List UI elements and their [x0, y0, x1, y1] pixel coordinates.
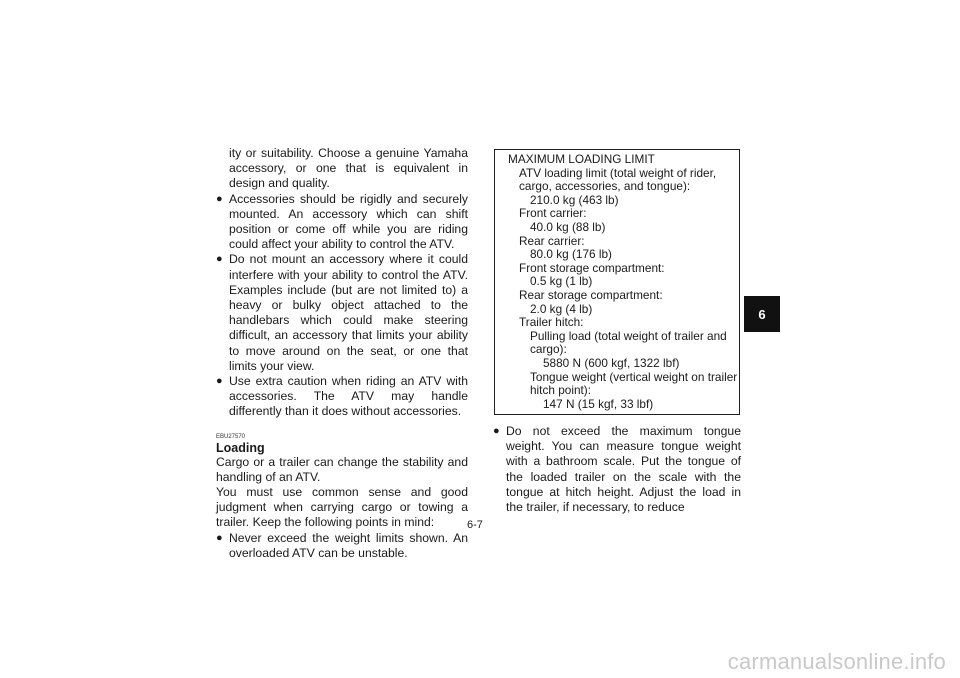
right-column [493, 424, 741, 515]
bullet-item [216, 192, 468, 253]
rear-carrier-label: Rear carrier: [519, 233, 585, 248]
limit-box-title: MAXIMUM LOADING LIMIT [508, 152, 655, 166]
section-heading: Loading [216, 440, 265, 455]
front-storage-label: Front storage compartment: [519, 260, 665, 275]
front-carrier-label: Front carrier: [519, 206, 587, 221]
pulling-load-value: 5880 N (600 kgf, 1322 lbf) [543, 355, 680, 370]
tongue-weight-value: 147 N (15 kgf, 33 lbf) [543, 396, 654, 411]
left-column [216, 146, 468, 561]
bullet-icon: ● [216, 253, 223, 266]
front-carrier-value: 40.0 kg (88 lb) [530, 219, 606, 234]
bullet-item [216, 374, 468, 420]
bullet-item [216, 531, 468, 561]
chapter-tab: 6 [744, 296, 780, 332]
bullet-icon: ● [216, 375, 223, 388]
bullet-text: Do not exceed the maximum tongue weight. You can measure tongue weight with a bathroom scale. Put the tongue of the loaded trailer on the scale with the tongue at hitch height. Adjust the load in the trailer, if necessary, to reduce [506, 424, 741, 515]
trailer-hitch-label: Trailer hitch: [519, 315, 584, 330]
page-number: 6-7 [467, 519, 483, 531]
loading-paragraph-2: You must use common sense and good judgment when carrying cargo or towing a trailer. Keep the following points in mind: [216, 485, 468, 530]
bullet-text: Accessories should be rigidly and securely mounted. An accessory which can shift position or come off while you are riding could affect your ability to control the ATV. [229, 191, 468, 252]
rear-carrier-value: 80.0 kg (176 lb) [530, 247, 612, 262]
bullet-text: Use extra caution when riding an ATV with accessories. The ATV may handle differently than it does without accessories. [229, 374, 468, 419]
bullet-icon: ● [216, 531, 223, 544]
rear-storage-label: Rear storage compartment: [519, 287, 663, 302]
bullet-text: Do not mount an accessory where it could interfere with your ability to control the ATV. Examples include (but are not limited to) a heavy or bulky object attached to the handlebars which could make steering difficult, an accessory that limits your ability to move around on the seat, or one that limits your view. [229, 252, 468, 373]
atv-limit-label: ATV loading limit (total weight of rider, cargo, accessories, and tongue): [519, 165, 717, 194]
atv-limit-value: 210.0 kg (463 lb) [530, 192, 619, 207]
continuation-paragraph: ity or suitability. Choose a genuine Yamaha accessory, or one that is equivalent in design and quality. [229, 146, 468, 191]
bullet-icon: ● [216, 192, 223, 205]
bullet-text: Never exceed the weight limits shown. An overloaded ATV can be unstable. [229, 530, 468, 560]
rear-storage-value: 2.0 kg (4 lb) [530, 301, 593, 316]
bullet-icon: ● [493, 425, 500, 437]
bullet-item [493, 424, 741, 515]
pulling-load-label: Pulling load (total weight of trailer and cargo): [530, 328, 727, 357]
watermark: carmanualsonline.info [727, 649, 946, 674]
front-storage-value: 0.5 kg (1 lb) [530, 274, 593, 289]
loading-limit-box [494, 149, 740, 415]
bullet-item [216, 252, 468, 374]
tongue-weight-label: Tongue weight (vertical weight on trailer hitch point): [530, 369, 738, 398]
section-code: EBU27570 [216, 433, 246, 440]
loading-paragraph-1: Cargo or a trailer can change the stability and handling of an ATV. [216, 454, 468, 484]
